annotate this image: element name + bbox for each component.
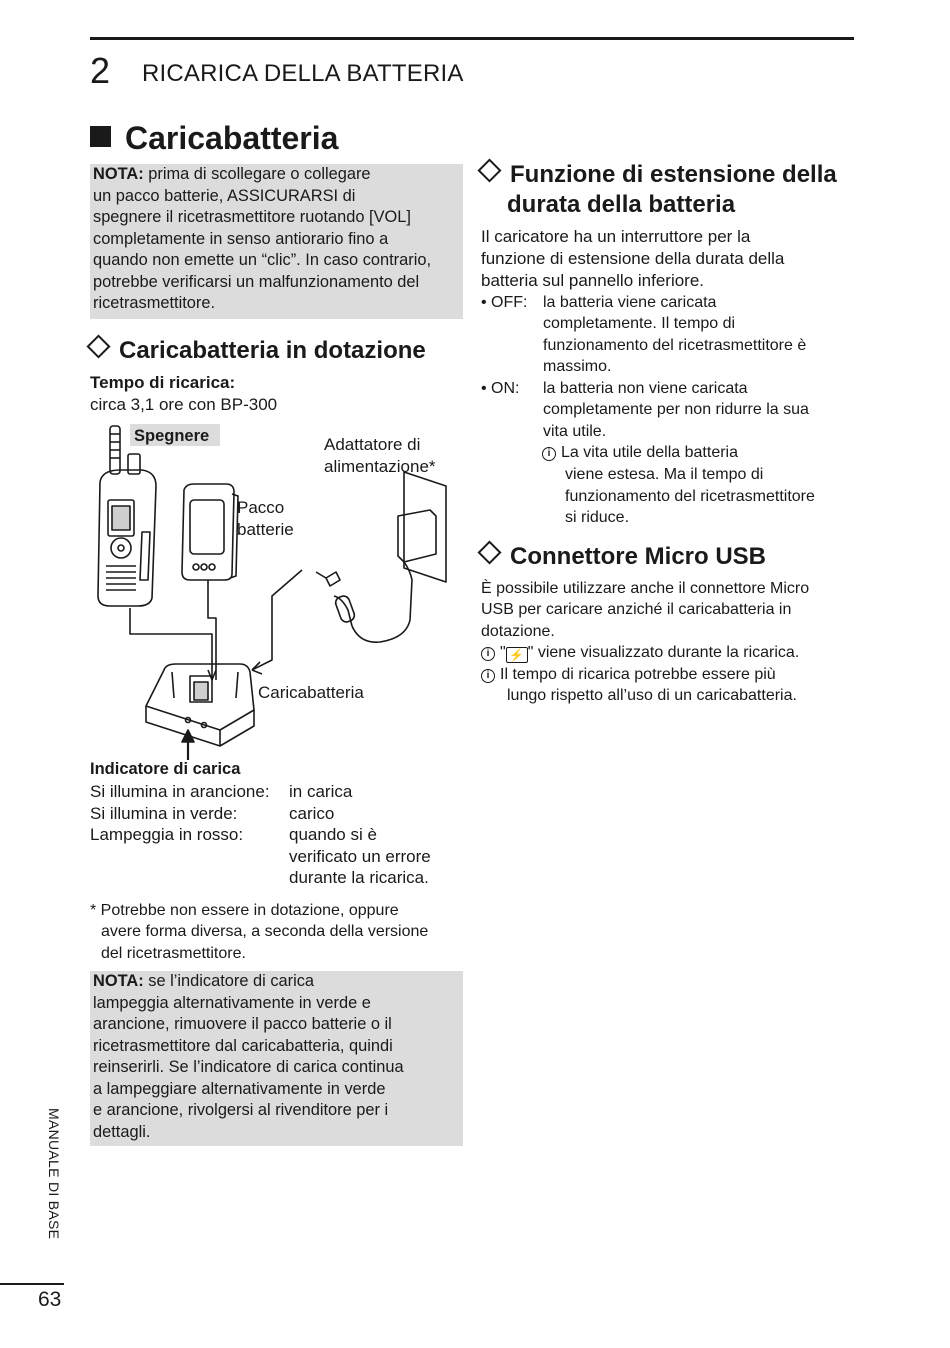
note2-line-5: a lampeggiare alternativamente in verde (93, 1079, 386, 1098)
chapter-number: 2 (90, 50, 111, 91)
subsection-usb-title (477, 542, 766, 572)
section-title-text: Caricabatteria (125, 120, 339, 156)
diamond-icon (86, 334, 110, 358)
usb-info1-post: " viene visualizzato durante la ricarica. (527, 644, 800, 661)
indicator-state-1: Si illumina in verde: (90, 804, 238, 823)
usb-intro-0: È possibile utilizzare anche il connettore Micro (481, 580, 810, 597)
note-box-2 (90, 971, 463, 1146)
indicator-state-2: Lampeggia in rosso: (90, 825, 244, 844)
wall-plate (404, 472, 446, 582)
indicator-meaning-2-cont1: verificato un errore (289, 847, 431, 866)
note1-line-0 (93, 164, 463, 186)
on-line-0: la batteria non viene caricata (543, 380, 748, 397)
on-line-2: vita utile. (543, 423, 607, 440)
subsection-extension-title (477, 160, 837, 190)
note1-label: NOTA: (93, 165, 144, 183)
note1-text-0: prima di scollegare o collegare (148, 165, 371, 183)
extension-info-line-3: si riduce. (565, 509, 630, 526)
extension-title-line-1: Funzione di estensione della (510, 161, 837, 188)
extension-info-text-0: La vita utile della batteria (561, 444, 738, 461)
note2-label: NOTA: (93, 972, 144, 990)
extension-info-line-2: funzionamento del ricetrasmettitore (565, 488, 815, 505)
indicator-title: Indicatore di carica (90, 760, 241, 778)
note1-line-1: un pacco batterie, ASSICURARSI di (93, 186, 356, 205)
charging-icon: ⚡ (506, 647, 528, 663)
note2-line-1: lampeggia alternativamente in verde e (93, 993, 371, 1012)
transceiver-body (98, 470, 156, 606)
footnote-line-3: del ricetrasmettitore. (101, 945, 246, 962)
label-adapter-2: alimentazione* (324, 457, 436, 476)
chapter-title: RICARICA DELLA BATTERIA (142, 60, 464, 87)
usb-info-2-cont: lungo rispetto all’uso di un caricabatteria. (507, 687, 797, 704)
ferrite-core (334, 594, 356, 623)
extension-intro-2: batteria sul pannello inferiore. (481, 271, 705, 290)
subsection-supplied-title (86, 336, 426, 366)
info-icon: i (542, 447, 556, 461)
extension-intro-0: Il caricatore ha un interruttore per la (481, 227, 751, 246)
indicator-state-0: Si illumina in arancione: (90, 782, 270, 801)
note1-line-3: completamente in senso antiorario fino a (93, 229, 389, 248)
footnote-line-2: avere forma diversa, a seconda della versione (101, 923, 429, 940)
indicator-meaning-2: quando si è (289, 825, 377, 844)
label-adapter-1: Adattatore di (324, 435, 421, 454)
side-tab-label: MANUALE DI BASE (46, 1108, 62, 1240)
label-charger: Caricabatteria (258, 683, 364, 702)
diamond-icon (477, 158, 501, 182)
usb-info-2 (481, 664, 776, 686)
off-label: • OFF: (481, 294, 528, 311)
note-box-1 (90, 164, 463, 319)
extension-intro-1: funzione di estensione della durata della (481, 249, 785, 268)
extension-info-line-1: viene estesa. Ma il tempo di (565, 466, 764, 483)
off-line-1: completamente. Il tempo di (543, 315, 736, 332)
note2-line-4: reinserirli. Se l’indicatore di carica continua (93, 1058, 404, 1076)
label-pack-2: batterie (237, 520, 294, 539)
off-line-0: la batteria viene caricata (543, 294, 717, 311)
info-icon: i (481, 647, 495, 661)
note1-line-4: quando non emette un “clic”. In caso contrario, (93, 251, 432, 269)
extension-title-line-2: durata della batteria (507, 191, 736, 218)
note2-line-3: ricetrasmettitore dal caricabatteria, quindi (93, 1036, 393, 1055)
footnote-line-1: * Potrebbe non essere in dotazione, oppure (90, 902, 399, 919)
indicator-meaning-1: carico (289, 804, 335, 823)
usb-info-1 (481, 642, 799, 664)
off-line-3: massimo. (543, 358, 612, 375)
usb-intro-2: dotazione. (481, 623, 555, 640)
page-number: 63 (38, 1288, 62, 1311)
label-spegnere: Spegnere (134, 427, 210, 445)
transceiver-dpad (111, 538, 131, 558)
volume-knob-shape (128, 454, 140, 474)
supplied-title-text: Caricabatteria in dotazione (119, 337, 426, 364)
on-label: • ON: (481, 380, 520, 397)
section-title (90, 120, 338, 157)
charge-time-label: Tempo di ricarica: (90, 373, 236, 392)
usb-info1-pre: " (500, 644, 506, 661)
square-bullet-icon (90, 126, 111, 147)
note1-line-6: ricetrasmettitore. (93, 294, 216, 312)
page-number-rule (0, 1283, 64, 1285)
note1-line-5: potrebbe verificarsi un malfunzionamento del (93, 272, 420, 291)
usb-title-text: Connettore Micro USB (510, 543, 767, 570)
off-line-2: funzionamento del ricetrasmettitore è (543, 337, 807, 354)
note2-line-0 (93, 971, 463, 993)
top-rule (90, 37, 854, 40)
info-icon: i (481, 669, 495, 683)
diamond-icon (477, 540, 501, 564)
extension-info-line-0 (542, 442, 738, 464)
label-pack-1: Pacco (237, 498, 285, 517)
charge-time-value: circa 3,1 ore con BP-300 (90, 395, 278, 414)
on-line-1: completamente per non ridurre la sua (543, 401, 809, 418)
usb-intro-1: USB per caricare anziché il caricabatteria in (481, 601, 792, 618)
note2-line-2: arancione, rimuovere il pacco batterie o il (93, 1015, 392, 1033)
note2-line-6: e arancione, rivolgersi al rivenditore per i (93, 1101, 389, 1119)
indicator-meaning-0: in carica (289, 782, 353, 801)
note1-line-2: spegnere il ricetrasmettitore ruotando [VOL] (93, 208, 411, 226)
indicator-meaning-2-cont2: durante la ricarica. (289, 868, 429, 887)
note2-text-0: se l’indicatore di carica (148, 972, 315, 990)
note2-line-7: dettagli. (93, 1122, 151, 1141)
usb-info2-text-1: Il tempo di ricarica potrebbe essere più (500, 666, 776, 683)
